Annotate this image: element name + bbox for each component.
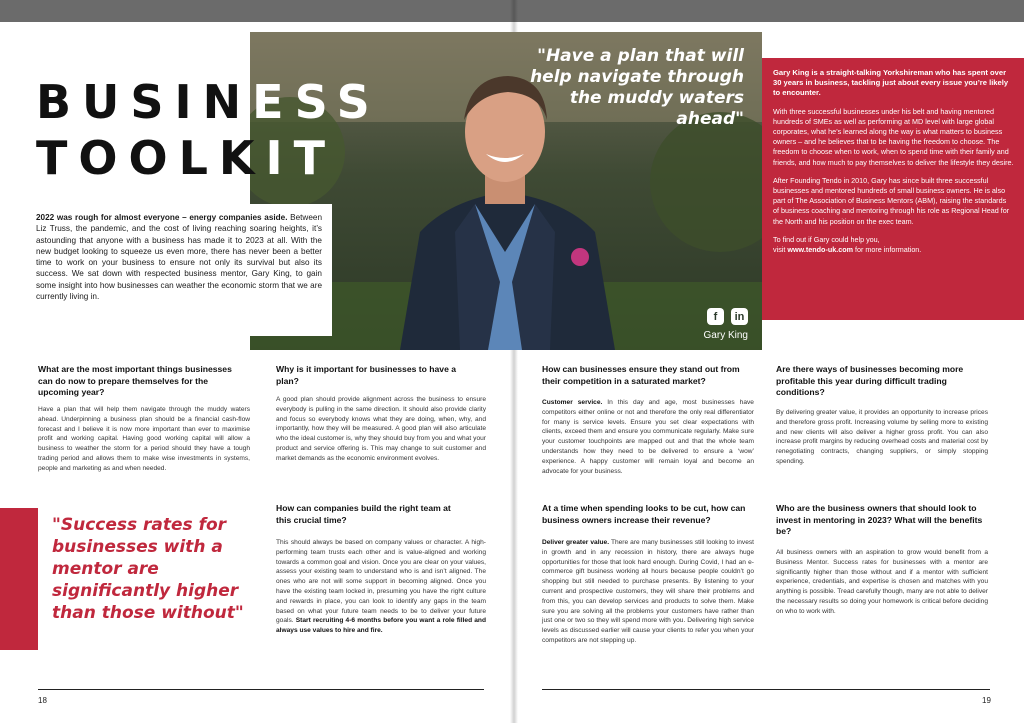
footer-rule <box>38 689 484 690</box>
bio-panel <box>762 58 1024 320</box>
answer-text: By delivering greater value, it provides an opportunity to increase prices and therefore gross profit. Increasing volume by selling more to existing and new clients will also deliver a higher gross profit. You can also increase profit margins by reducing overhead costs and material cost by renegotiating contracts, changing suppliers, or simply stopping spending. <box>776 409 988 465</box>
intro-lead: 2022 was rough for almost everyone – energy companies aside. <box>36 213 288 222</box>
question-heading: What are the most important things businesses can do now to prepare themselves for the upcoming year? <box>38 364 232 398</box>
facebook-icon[interactable]: f <box>707 308 724 325</box>
answer-emphasis: Start recruiting 4-6 months before you want a role filled and always use values to hire and fire. <box>276 617 486 635</box>
bio-contact-prefix: visit <box>773 245 788 255</box>
bio-contact-line: To find out if Gary could help you, <box>773 234 880 244</box>
question-heading: Who are the business owners that should look to invest in mentoring in 2023? What will the benefits be? <box>776 503 983 537</box>
footer-rule <box>542 689 990 690</box>
title-part-overlay: ESS <box>252 75 381 129</box>
answer-text: A good plan should provide alignment across the business to ensure everybody is pulling in the same direction. It should also provide clarity and focus so everybody knows what they are doing, when, why, and importantly, how they will be measured. A good plan will also articulate who the ideal customer is, why they should buy from you and what your product and service offering is. This may change to suit customer and market demands as the economic environment evolves. <box>276 396 486 462</box>
question-heading: How can companies build the right team at this crucial time? <box>276 503 451 525</box>
bio-lead: Gary King is a straight-talking Yorkshireman who has spent over 30 years in business, tackling just about every issue you’re likely to encounter. <box>773 68 1009 98</box>
answer-text <box>542 538 754 646</box>
answer-text: Have a plan that will help them navigate through the muddy waters ahead. Underpinning a business plan should be a financial cash-flow forecast and I believe it is now more important than ever to maximise profit and working capital. Having good working capital will allow a business to weather the storm for a period should they have a tough trading period and allows them to make wise investments in systems, people and marketing as and when needed. <box>38 406 250 472</box>
hero-quote: "Have a plan that will help navigate through the muddy waters ahead" <box>530 46 744 129</box>
answer-emphasis: Deliver greater value. <box>542 539 610 546</box>
question-heading: Why is it important for businesses to have a plan? <box>276 364 457 386</box>
question-heading: Are there ways of businesses becoming more profitable this year during difficult trading conditions? <box>776 364 964 398</box>
bio-paragraph: After Founding Tendo in 2010, Gary has since built three successful businesses and mentored hundreds of small business owners. He is also part of The Association of Business Mentors (ABM), raising the standards of business coaching and mentoring through his role as Regional Head for the North and his position on the exec team. <box>773 175 1010 226</box>
answer-text: All business owners with an aspiration to grow would benefit from a Business Mentor. Success rates for businesses with a mentor are significantly higher than those without and if a mentor with sufficient experience, credentials, and expertise is chosen and matches with you anything is possible. Tread carefully though, many are not able to deliver the necessary results so doing your homework is critical before deciding on who to work with. <box>776 549 988 615</box>
title-line-2 <box>36 130 381 186</box>
tendo-link[interactable]: www.tendo-uk.com <box>787 245 853 255</box>
answer-text <box>276 538 486 636</box>
page-title <box>36 74 381 186</box>
question-heading: At a time when spending looks to be cut, how can business owners increase their revenue? <box>542 503 746 525</box>
social-icons <box>707 308 748 325</box>
page-number-right: 19 <box>982 696 991 705</box>
title-part: TOOLK <box>36 131 266 185</box>
answer-body: There are many businesses still looking to invest in growth and in any recession in history, there are always huge opportunities for those that look hard enough. During Covid, I had an e-commerce gift business working all hours because people couldn’t go shopping but still needed to purchase presents. By listening to your current and prospective customers, they will share their problems and from this, you can develop services and products to solve them. Make sure you are solving all the problems your customers have rather than just one or two so they will spend more with you. Delivering high service levels as discussed earlier will cause your clients to refer you when your competitors are not stepping up. <box>542 539 754 644</box>
title-line-1 <box>36 74 381 130</box>
question-heading: How can businesses ensure they stand out from their competition in a saturated market? <box>542 364 740 386</box>
linkedin-icon[interactable]: in <box>731 308 748 325</box>
bio-contact-suffix: for more information. <box>853 245 922 255</box>
intro-body: Between Liz Truss, the pandemic, and the cost of living reaching soaring heights, it’s astounding that anyone with a business has made it to 2023 at all. With the new budget looking to squeeze us even more, there has never been a better time to work on your business to ensure not only its survival but also its success. We sat down with respected business mentor, Gary King, to gain some insight into how businesses can weather the economic storm that we are currently living in. <box>36 213 323 302</box>
pull-quote-bar <box>0 508 38 650</box>
answer-body: This should always be based on company values or character. A high-performing team trusts each other and is value-aligned and working towards a common goal and vision. Once you are clear on your values, assess your existing team to understand who is and isn’t aligned. The ones who are not will some support in becoming aligned. Once you have the existing team locked in, presuming you have the right culture and rewards in place, you can look to identify any gaps in the team based on what your future team needs to be to deliver your future goals. <box>276 539 486 625</box>
bio-contact <box>773 235 1014 255</box>
bio-paragraph: With three successful businesses under his belt and having mentored hundreds of SMEs as well as performing at MD level with large global corporates, what he’s learned along the way is what matters to business owners – and he believes that to be having the freedom to choose. The freedom to choose when to work, when to spend time with their family and friends, and how much to pay themselves to deliver the lifestyle they desire. <box>773 106 1014 167</box>
photo-caption-name: Gary King <box>703 330 748 341</box>
pull-quote: "Success rates for businesses with a mentor are significantly higher than those without" <box>52 515 244 623</box>
page-number-left: 18 <box>38 696 47 705</box>
answer-text <box>542 398 754 476</box>
answer-emphasis: Customer service. <box>542 399 603 406</box>
intro-paragraph <box>0 204 332 336</box>
answer-body: In this day and age, most businesses have competitors either online or not and therefore the only real differentiator for many is service levels. Ensure you set clear expectations with clients, exceed them and ensure you communicate regularly. Make sure your customer touchpoints are mapped out and that the whole team understands how they need to be delivered to ensure a ‘wow’ experience. A happy customer will remain loyal and become an advocate for your business. <box>542 399 754 475</box>
title-part: BUSIN <box>36 75 253 129</box>
title-part-overlay: IT <box>265 131 337 185</box>
